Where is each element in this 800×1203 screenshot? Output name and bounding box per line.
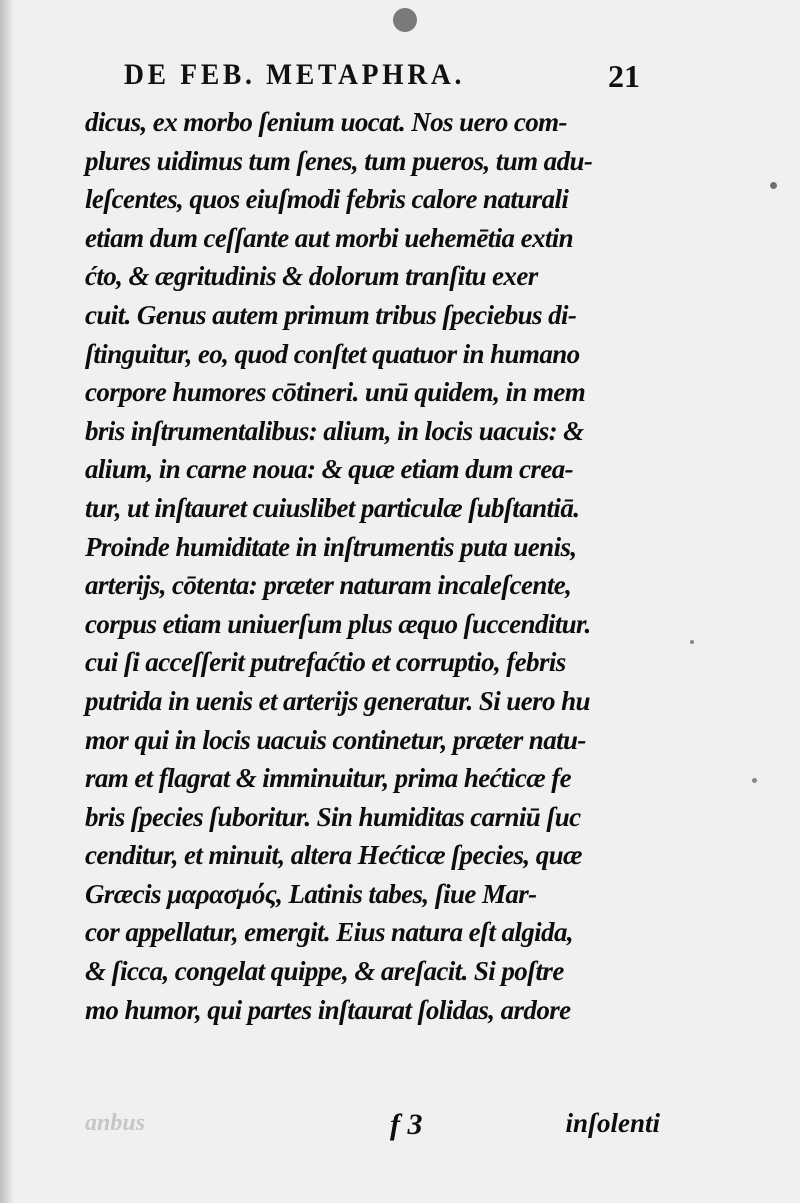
page-header xyxy=(124,58,654,98)
text-line: leſcentes, quos eiuſmodi febris calore naturali xyxy=(85,184,569,215)
text-line: mo humor, qui partes inſtaurat ſolidas, ardore xyxy=(85,994,571,1025)
text-line: cor appellatur, emergit. Eius natura eſt algida, xyxy=(85,917,573,948)
text-line: mor qui in locis uacuis continetur, præter natu- xyxy=(85,724,586,755)
page-gutter-shadow xyxy=(0,0,14,1203)
text-line: arterijs, cōtenta: præter naturam incaleſcente, xyxy=(85,570,572,601)
ink-speck xyxy=(752,778,757,783)
text-line: corpore humores cōtineri. unū quidem, in mem xyxy=(85,377,586,408)
text-line: ſtinguitur, eo, quod conſtet quatuor in humano xyxy=(85,338,580,369)
page-footer xyxy=(85,1108,660,1152)
ink-speck xyxy=(690,640,694,644)
ink-speck xyxy=(770,182,777,189)
show-through-text: anbus xyxy=(85,1110,146,1136)
text-line: cuit. Genus autem primum tribus ſpeciebus di- xyxy=(85,299,577,330)
text-line: Proinde humiditate in inſtrumentis puta uenis, xyxy=(85,531,577,562)
page-number: 21 xyxy=(608,58,640,94)
catchword: inſolenti xyxy=(565,1108,660,1138)
text-line: corpus etiam uniuerſum plus æquo ſuccenditur. xyxy=(85,608,591,639)
text-line: cenditur, et minuit, altera Hećticæ ſpecies, quæ xyxy=(85,840,582,871)
text-line: alium, in carne noua: & quæ etiam dum crea- xyxy=(85,454,573,485)
running-head: DE FEB. METAPHRA. xyxy=(124,58,466,91)
text-line: tur, ut inſtauret cuiuslibet particulæ ſubſtantiā. xyxy=(85,492,580,523)
text-line: bris ſpecies ſuboritur. Sin humiditas carniū ſuc xyxy=(85,801,581,832)
signature-mark: f 3 xyxy=(390,1108,423,1141)
text-line: bris inſtrumentalibus: alium, in locis uacuis: & xyxy=(85,415,584,446)
text-line: & ſicca, congelat quippe, & areſacit. Si poſtre xyxy=(85,956,564,987)
text-line: ćto, & ægritudinis & dolorum tranſitu exer xyxy=(85,261,538,292)
text-line: etiam dum ceſſante aut morbi uehemētia extin xyxy=(85,222,574,253)
text-line: cui ſi acceſſerit putrefaćtio et corruptio, febris xyxy=(85,647,566,678)
text-line: putrida in uenis et arterijs generatur. Si uero hu xyxy=(85,685,590,716)
text-line: ram et flagrat & imminuitur, prima hećticæ fe xyxy=(85,763,572,794)
text-line: Græcis μαρασμός, Latinis tabes, ſiue Mar- xyxy=(85,878,537,909)
text-line: dicus, ex morbo ſenium uocat. Nos uero com- xyxy=(85,107,567,137)
text-line: plures uidimus tum ſenes, tum pueros, tum adu- xyxy=(85,145,593,176)
ink-blot xyxy=(393,8,417,32)
body-text xyxy=(85,103,660,1029)
